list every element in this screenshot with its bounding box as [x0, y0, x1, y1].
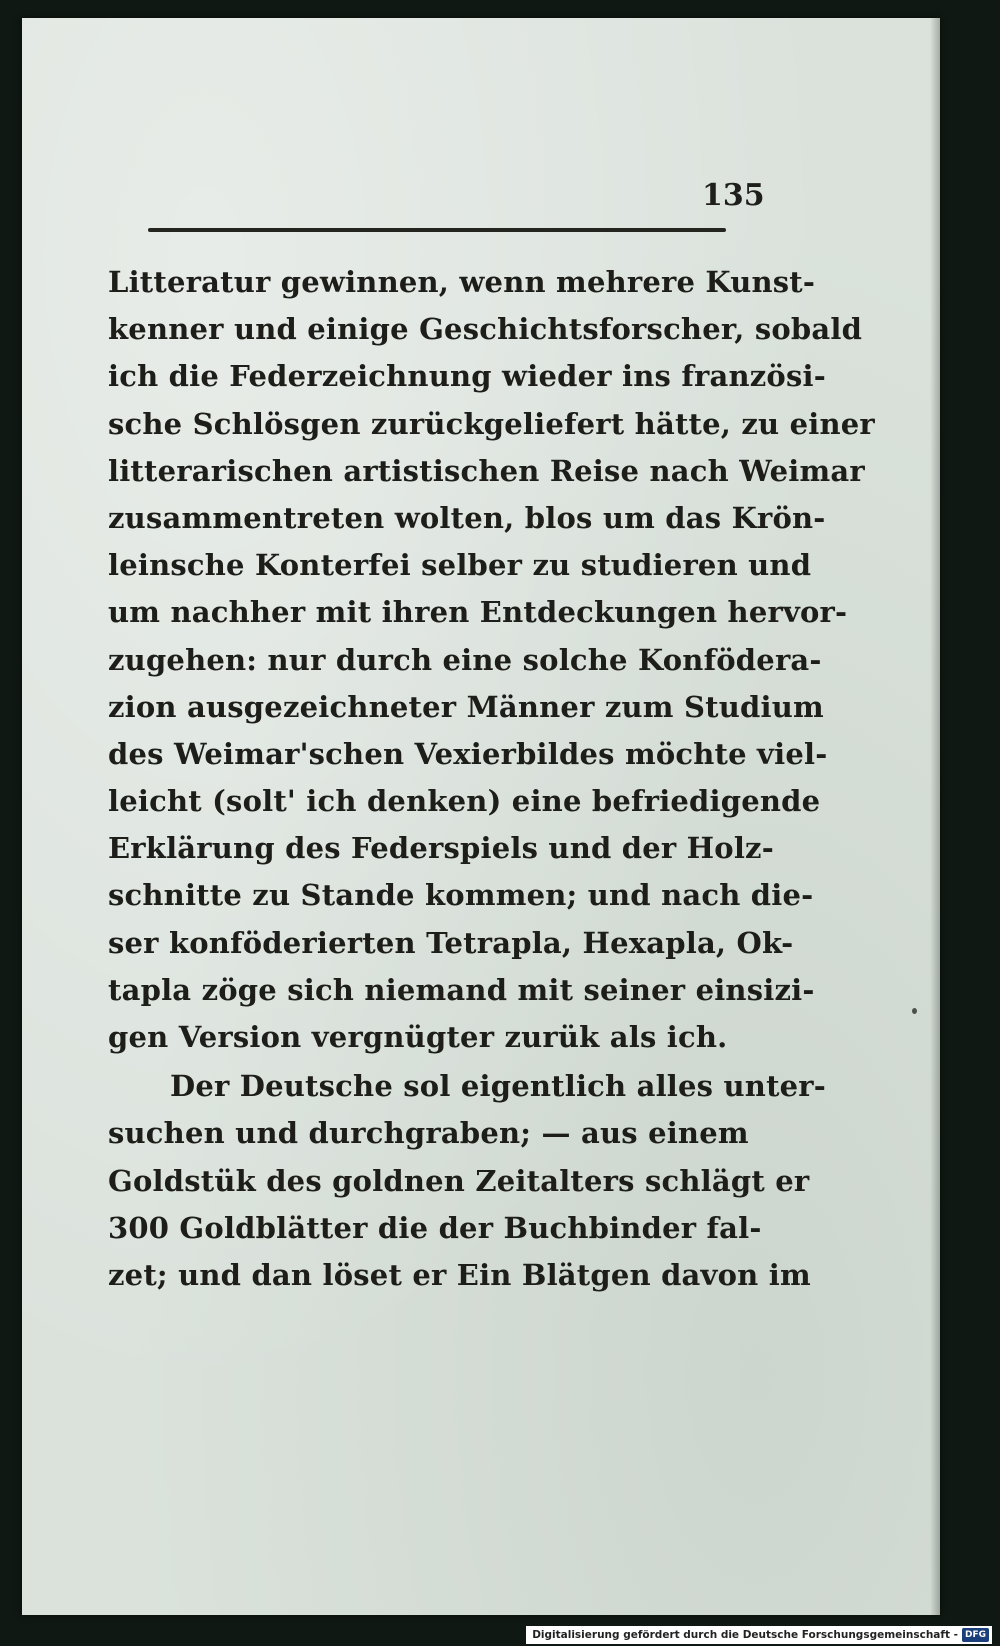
text-line: Erklärung des Federspiels und der Holz- — [108, 831, 774, 866]
text-line: litterarischen artistischen Reise nach Weimar — [108, 453, 865, 488]
text-line: zugehen: nur durch eine solche Konfödera- — [108, 642, 822, 677]
book-page — [22, 18, 940, 1615]
text-line: ser konföderierten Tetrapla, Hexapla, Ok- — [108, 925, 794, 960]
text-line: Litteratur gewinnen, wenn mehrere Kunst- — [108, 265, 816, 299]
text-line: ich die Federzeichnung wieder ins französi- — [108, 359, 826, 394]
text-line: leinsche Konterfei selber zu studieren und — [108, 548, 812, 583]
page-edge-shadow — [930, 18, 940, 1615]
text-line: um nachher mit ihren Entdeckungen hervor- — [108, 595, 848, 630]
paragraph-1 — [108, 259, 875, 1061]
text-line: zion ausgezeichneter Männer zum Studium — [108, 689, 824, 724]
text-line: zet; und dan löset er Ein Blätgen davon im — [108, 1257, 811, 1292]
text-line: gen Version vergnügter zurük als ich. — [108, 1020, 728, 1054]
paragraph-2 — [108, 1063, 827, 1299]
text-line: Goldstük des goldnen Zeitalters schlägt er — [108, 1163, 810, 1198]
text-line: suchen und durchgraben; — aus einem — [108, 1116, 749, 1151]
text-line: Der Deutsche sol eigentlich alles unter- — [170, 1069, 827, 1104]
digitization-footer — [526, 1626, 992, 1644]
text-line: schnitte zu Stande kommen; und nach die- — [108, 878, 814, 913]
margin-speck — [912, 1008, 917, 1014]
text-line: leicht (solt' ich denken) eine befriedigende — [108, 784, 821, 819]
dfg-logo: DFG — [962, 1628, 989, 1642]
page-number: 135 — [702, 178, 765, 213]
body-text — [108, 259, 875, 1299]
header-rule — [148, 228, 726, 232]
text-line: kenner und einige Geschichtsforscher, sobald — [108, 312, 863, 347]
text-line: tapla zöge sich niemand mit seiner einsizi- — [108, 972, 815, 1007]
text-line: zusammentreten wolten, blos um das Krön- — [108, 500, 826, 535]
text-line: des Weimar'schen Vexierbildes möchte viel- — [108, 736, 828, 771]
text-line: sche Schlösgen zurückgeliefert hätte, zu einer — [108, 406, 875, 441]
footer-credit-text: Digitalisierung gefördert durch die Deutsche Forschungsgemeinschaft - — [532, 1629, 958, 1641]
text-line: 300 Goldblätter die der Buchbinder fal- — [108, 1210, 762, 1245]
